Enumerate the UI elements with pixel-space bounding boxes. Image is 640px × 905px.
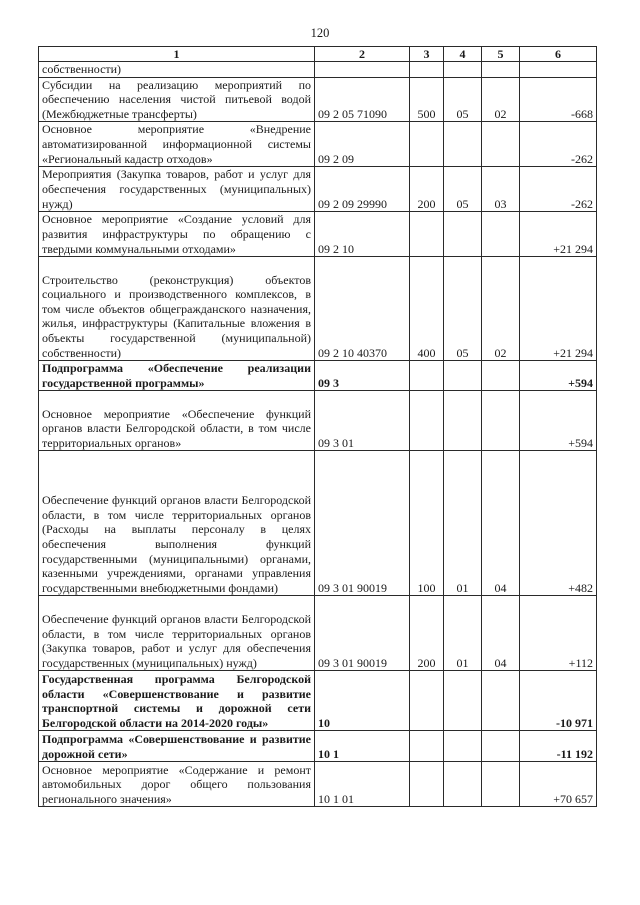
cell-pr [482, 391, 520, 451]
cell-rz [444, 391, 482, 451]
cell-code: 10 [315, 671, 410, 731]
cell-vr: 400 [410, 257, 444, 361]
cell-rz: 05 [444, 77, 482, 122]
table-row [39, 596, 597, 671]
header-cell-pr: 5 [482, 47, 520, 62]
cell-code: 09 2 05 71090 [315, 77, 410, 122]
cell-vr [410, 731, 444, 762]
cell-vr [410, 122, 444, 167]
budget-table [38, 46, 597, 807]
cell-vr [410, 361, 444, 391]
table-row [39, 451, 597, 596]
cell-amount: +112 [520, 596, 597, 671]
cell-name: Подпрограмма «Совершенствование и развитие дорожной сети» [39, 731, 315, 762]
cell-code: 09 2 10 40370 [315, 257, 410, 361]
table-row [39, 762, 597, 807]
cell-pr: 02 [482, 257, 520, 361]
cell-amount: -262 [520, 167, 597, 212]
cell-vr [410, 212, 444, 257]
cell-name: Государственная программа Белгородской области «Совершенствование и развитие транспортной системы и дорожной сети Белгородской области на 2014-2020 годы» [39, 671, 315, 731]
cell-pr [482, 671, 520, 731]
page-number: 120 [310, 26, 330, 40]
table-row [39, 257, 597, 361]
cell-amount: -11 192 [520, 731, 597, 762]
header-cell-code: 2 [315, 47, 410, 62]
cell-rz [444, 62, 482, 78]
cell-name: Мероприятия (Закупка товаров, работ и услуг для обеспечения государственных (муниципальных) нужд) [39, 167, 315, 212]
cell-vr [410, 762, 444, 807]
cell-rz: 01 [444, 451, 482, 596]
cell-code: 09 3 01 90019 [315, 451, 410, 596]
cell-rz: 05 [444, 257, 482, 361]
table-header-row [39, 47, 597, 62]
cell-code: 10 1 01 [315, 762, 410, 807]
table-row [39, 77, 597, 122]
cell-pr [482, 361, 520, 391]
cell-vr: 100 [410, 451, 444, 596]
cell-vr: 500 [410, 77, 444, 122]
cell-amount: +21 294 [520, 257, 597, 361]
cell-name: собственности) [39, 62, 315, 78]
cell-rz [444, 762, 482, 807]
cell-amount: -262 [520, 122, 597, 167]
cell-amount: +482 [520, 451, 597, 596]
cell-amount: +594 [520, 391, 597, 451]
cell-amount: -668 [520, 77, 597, 122]
cell-name: Строительство (реконструкция) объектов социального и производственного комплексов, в том числе объектов общегражданского назначения, жилья, инфраструктуры (Капитальные вложения в объекты государственной (муниципальной) собственности) [39, 257, 315, 361]
cell-name: Основное мероприятие «Внедрение автоматизированной информационной системы «Региональный кадастр отходов» [39, 122, 315, 167]
cell-rz [444, 671, 482, 731]
cell-vr [410, 671, 444, 731]
cell-pr: 04 [482, 596, 520, 671]
cell-code: 09 3 01 [315, 391, 410, 451]
table-row [39, 731, 597, 762]
cell-rz: 01 [444, 596, 482, 671]
cell-vr [410, 391, 444, 451]
table-row [39, 361, 597, 391]
cell-pr [482, 62, 520, 78]
cell-name: Основное мероприятие «Создание условий для развития инфраструктуры по обращению с твердыми коммунальными отходами» [39, 212, 315, 257]
cell-vr: 200 [410, 596, 444, 671]
cell-rz [444, 212, 482, 257]
cell-name: Субсидии на реализацию мероприятий по обеспечению населения чистой питьевой водой (Межбюджетные трансферты) [39, 77, 315, 122]
table-row [39, 671, 597, 731]
cell-rz [444, 122, 482, 167]
cell-rz [444, 361, 482, 391]
cell-code: 09 2 09 29990 [315, 167, 410, 212]
table-row [39, 122, 597, 167]
cell-name: Обеспечение функций органов власти Белгородской области, в том числе территориальных органов (Закупка товаров, работ и услуг для обеспечения государственных (муниципальных) нужд) [39, 596, 315, 671]
cell-code [315, 62, 410, 78]
cell-code: 09 3 [315, 361, 410, 391]
cell-amount: +594 [520, 361, 597, 391]
table-row [39, 167, 597, 212]
cell-amount: -10 971 [520, 671, 597, 731]
cell-name: Основное мероприятие «Обеспечение функций органов власти Белгородской области, в том числе территориальных органов» [39, 391, 315, 451]
table-row [39, 62, 597, 78]
cell-pr [482, 212, 520, 257]
cell-name: Подпрограмма «Обеспечение реализации государственной программы» [39, 361, 315, 391]
cell-pr [482, 122, 520, 167]
cell-rz [444, 731, 482, 762]
header-cell-vr: 3 [410, 47, 444, 62]
cell-pr: 03 [482, 167, 520, 212]
cell-amount: +21 294 [520, 212, 597, 257]
cell-code: 09 3 01 90019 [315, 596, 410, 671]
cell-code: 09 2 09 [315, 122, 410, 167]
cell-vr: 200 [410, 167, 444, 212]
table-row [39, 391, 597, 451]
table-row [39, 212, 597, 257]
header-cell-rz: 4 [444, 47, 482, 62]
cell-code: 09 2 10 [315, 212, 410, 257]
cell-pr [482, 762, 520, 807]
cell-name: Обеспечение функций органов власти Белгородской области, в том числе территориальных органов (Расходы на выплаты персоналу в целях обеспечения выполнения функций государственными (муниципальными) органами, казенными учреждениями, органами управления государственными внебюджетными фондами) [39, 451, 315, 596]
cell-amount: +70 657 [520, 762, 597, 807]
header-cell-name: 1 [39, 47, 315, 62]
cell-pr: 02 [482, 77, 520, 122]
cell-pr: 04 [482, 451, 520, 596]
cell-vr [410, 62, 444, 78]
cell-code: 10 1 [315, 731, 410, 762]
cell-pr [482, 731, 520, 762]
cell-name: Основное мероприятие «Содержание и ремонт автомобильных дорог общего пользования регионального значения» [39, 762, 315, 807]
cell-amount [520, 62, 597, 78]
cell-rz: 05 [444, 167, 482, 212]
header-cell-amount: 6 [520, 47, 597, 62]
